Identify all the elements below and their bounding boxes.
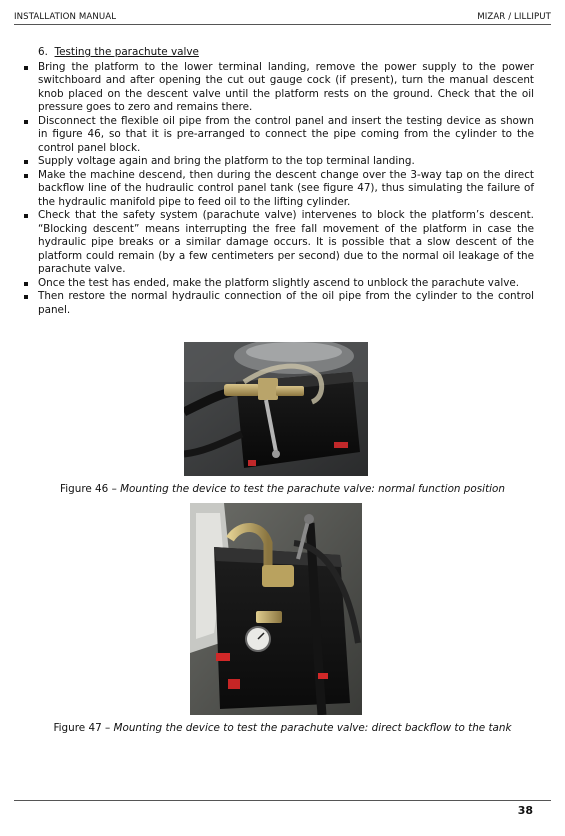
page-number: 38 [517, 804, 533, 817]
section-number: 6. [38, 46, 48, 58]
figure-46-label: Figure 46 – [60, 483, 117, 495]
section-title: Testing the parachute valve [54, 46, 199, 58]
header-product-name: MIZAR / LILLIPUT [477, 12, 551, 22]
instruction-item: Make the machine descend, then during the descent change over the 3-way tap on the direct backflow line of the hudraulic control panel tank (see figure 47), thus simulating the failure of the hydraulic manifold pipe to feed oil to the lifting cylinder. [22, 169, 534, 210]
instruction-item: Supply voltage again and bring the platform to the top terminal landing. [22, 155, 534, 169]
instruction-item: Then restore the normal hydraulic connection of the oil pipe from the cylinder to the control panel. [22, 290, 534, 317]
figure-47-photo [190, 503, 362, 715]
header-manual-title: INSTALLATION MANUAL [14, 12, 117, 22]
figure-47-label: Figure 47 – [53, 722, 111, 734]
instruction-list [22, 61, 534, 318]
instruction-item: Bring the platform to the lower terminal landing, remove the power supply to the power switchboard and after opening the cut out gauge cock (if present), turn the manual descent knob placed on the descent valve until the platform rests on the ground. Check that the oil pressure goes to zero and remains there. [22, 61, 534, 115]
section-heading [38, 46, 534, 60]
footer-divider [14, 800, 551, 801]
instruction-item: Once the test has ended, make the platform slightly ascend to unblock the parachute valve. [22, 277, 534, 291]
main-content [22, 46, 534, 317]
figure-46-photo [184, 342, 368, 476]
instruction-item: Disconnect the flexible oil pipe from the control panel and insert the testing device as shown in figure 46, so that it is pre-arranged to connect the pipe coming from the cylinder to the control panel block. [22, 115, 534, 156]
figure-46-caption-text: Mounting the device to test the parachute valve: normal function position [120, 483, 505, 495]
instruction-item: Check that the safety system (parachute valve) intervenes to block the platform’s descent. “Blocking descent” means interrupting the free fall movement of the platform in case the hydraulic pipe breaks or a similar damage occurs. It is possible that a slow descent of the platform could remain (by a few centimeters per second) due to the normal oil leakage of the parachute valve. [22, 209, 534, 277]
figure-46-caption [0, 483, 565, 495]
figure-47-caption [0, 722, 565, 734]
figure-47-caption-text: Mounting the device to test the parachute valve: direct backflow to the tank [113, 722, 512, 734]
page-header [14, 8, 551, 25]
